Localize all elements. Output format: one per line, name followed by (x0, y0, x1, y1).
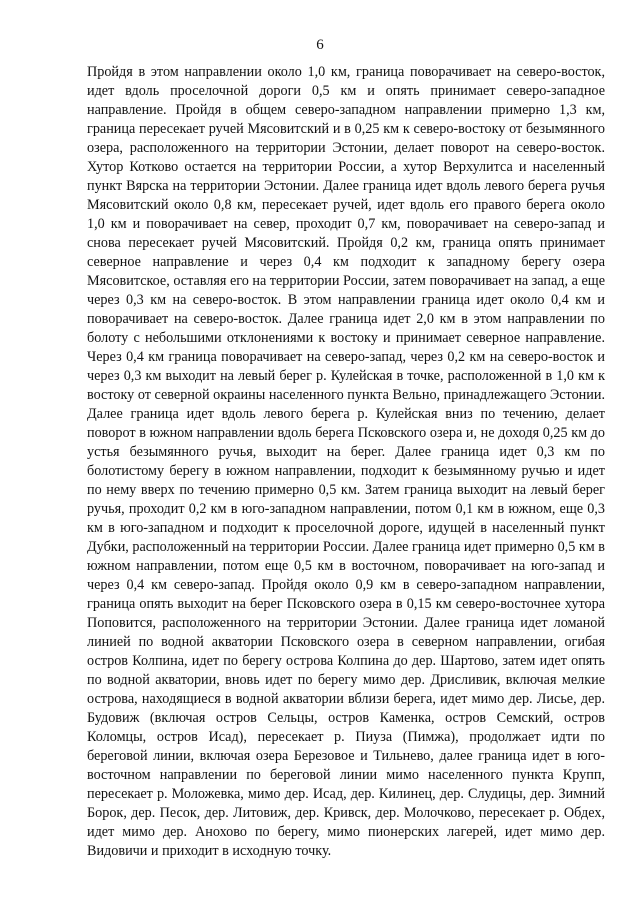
paragraph: Пройдя в этом направлении около 1,0 км, граница поворачивает на северо-восток, идет вдоль проселочной дороги 0,5 км и опять принимает северо-западное направление. Пройдя в общем северо-западном направлении примерно 1,3 км, граница пересекает ручей Мясовитский и в 0,25 км к северо-востоку от безымянного озера, расположенного на территории Эстонии, делает поворот на северо-восток. Хутор Котково остается на территории России, а хутор Верхулитса и населенный пункт Вярска на территории Эстонии. Далее граница идет вдоль левого берега ручья Мясовитский около 0,8 км, пересекает ручей, идет вдоль его правого берега около 1,0 км и поворачивает на север, проходит 0,7 км, поворачивает на северо-запад и снова пересекает ручей Мясовитский. Пройдя 0,2 км, граница опять принимает северное направление и через 0,4 км подходит к западному берегу озера Мясовитское, оставляя его на территории России, затем поворачивает на запад, а еще через 0,3 км на северо-восток. В этом направлении граница идет около 0,4 км и поворачивает на северо-восток. Далее граница идет 2,0 км в этом направлении по болоту с небольшими отклонениями к востоку и принимает северное направление. Через 0,4 км граница поворачивает на северо-запад, через 0,2 км на северо-восток и через 0,3 км выходит на левый берег р. Кулейская в точке, расположенной в 1,0 км к востоку от северной окраины населенного пункта Вельно, принадлежащего Эстонии. Далее граница идет вдоль левого берега р. Кулейская вниз по течению, делает поворот в южном направлении вдоль берега Псковского озера и, не доходя 0,25 км до устья безымянного ручья, выходит на берег. Далее граница идет 0,3 км по болотистому берегу в южном направлении, подходит к безымянному ручью и идет по нему вверх по течению примерно 0,5 км. Затем граница выходит на левый берег ручья, проходит 0,2 км в юго-западном направлении, потом 0,1 км в южном, еще 0,3 км в юго-западном и подходит к проселочной дороге, идущей в населенный пункт Дубки, расположенный на территории России. Далее граница идет примерно 0,5 км в южном направлении, потом еще 0,5 км в восточном, поворачивает на юго-запад и через 0,4 км северо-запад. Пройдя около 0,9 км в северо-западном направлении, граница опять выходит на берег Псковского озера в 0,15 км северо-восточнее хутора Поповится, расположенного на территории Эстонии. Далее граница идет ломаной линией по водной акватории Псковского озера в северном направлении, огибая остров Колпина, идет по берегу острова Колпина до дер. Шартово, затем идет опять по водной акватории, вновь идет по берегу мимо дер. Дрисливик, включая мелкие острова, находящиеся в водной акватории вблизи берега, идет мимо дер. Лисье, дер. Будовиж (включая остров Сельцы, остров Каменка, остров Семский, остров Коломцы, остров Исад), пересекает р. Пиуза (Пимжа), продолжает идти по береговой линии, включая озера Березовое и Тильнево, далее граница идет в юго-восточном направлении по береговой линии мимо населенного пункта Крупп, пересекает р. Моложевка, мимо дер. Исад, дер. Килинец, дер. Слудицы, дер. Зимний Борок, дер. Песок, дер. Литовиж, дер. Кривск, дер. Молочково, пересекает р. Обдех, идет мимо дер. Анохово по берегу, мимо пионерских лагерей, идет мимо дер. Видовичи и приходит в исходную точку. (87, 64, 605, 859)
page-number: 6 (316, 37, 324, 53)
document-body (87, 63, 605, 861)
